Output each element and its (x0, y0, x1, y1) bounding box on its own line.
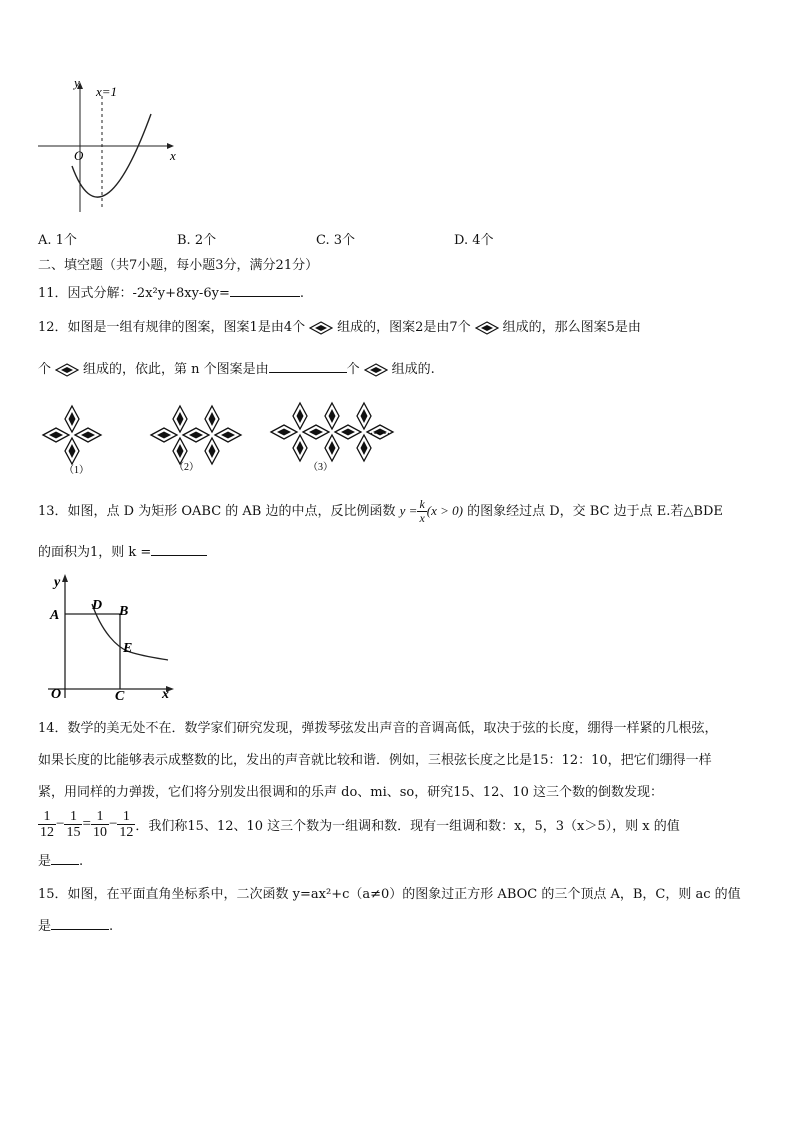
q14-line4 (38, 804, 680, 844)
q14-fraction-1 (38, 809, 56, 840)
q14-minus-1: − (56, 815, 65, 832)
q13-point-o: O (51, 687, 62, 702)
q15-line2 (38, 915, 113, 934)
q15-tail: . (109, 919, 114, 934)
q12-line1-b: 组成的，图案2是由7个 (337, 320, 471, 335)
q13-point-d: D (92, 598, 103, 613)
q10-option-a: A. 1个 (38, 233, 77, 248)
q12-line1-a: 12．如图是一组有规律的图案，图案1是由4个 (38, 320, 306, 335)
q13-point-c: C (115, 689, 125, 702)
pattern-2 (151, 406, 241, 464)
q14-minus-2: − (108, 815, 118, 832)
q10-parabola-graph (34, 70, 184, 220)
q14-f3-den: 10 (92, 824, 107, 840)
q12-answer-blank[interactable] (269, 372, 347, 373)
q14-f1-num: 1 (38, 809, 56, 825)
q11-expression: 11．因式分解：-2x²y+8xy-6y= (38, 286, 230, 301)
q11-text (38, 282, 304, 301)
q12-line1 (38, 316, 641, 335)
q14-line2: 如果长度的比能够表示成整数的比，发出的声音就比较和谐．例如，三根弦长度之比是15：12：10，把它们绷得一样 (38, 753, 712, 768)
q13-point-b: B (119, 604, 129, 619)
q11-answer-blank[interactable] (230, 296, 300, 297)
q13-function-fraction (417, 498, 426, 525)
q13-fraction-numerator: k (419, 497, 425, 511)
q14-f1-den: 12 (40, 824, 54, 840)
q14-f2-den: 15 (66, 824, 81, 840)
section-heading: 二、填空题（共7小题，每小题3分，满分21分） (38, 258, 319, 273)
q14-fraction-2 (64, 809, 82, 840)
q14-f3-num: 1 (91, 809, 109, 825)
q13-y-axis-label: y (54, 575, 61, 590)
q15-line1: 15．如图，在平面直角坐标系中，二次函数 y=ax²+c（a≠0）的图象过正方形 ABOC 的三个顶点 A，B，C，则 ac 的值 (38, 887, 741, 902)
q13-answer-blank[interactable] (151, 555, 207, 556)
q13-line1 (38, 498, 723, 532)
q14-equals: = (82, 815, 91, 832)
pattern-3-label: （3） (308, 462, 333, 473)
q14-f4-den: 12 (119, 824, 134, 840)
q13-line2-text: 的面积为1，则 k = (38, 545, 152, 560)
q13-fraction-denominator: x (419, 511, 425, 525)
q14-line4-text: ．我们称15、12、10 这三个数为一组调和数．现有一组调和数：x，5，3（x＞5），则 x 的值 (135, 818, 680, 834)
q14-answer-blank[interactable] (51, 864, 79, 865)
q13-point-a: A (50, 608, 60, 623)
q13-line2 (38, 541, 207, 560)
pattern-ellipsis: …… (370, 426, 390, 437)
q10-y-axis-label: y (74, 75, 80, 90)
q12-line1-c: 组成的，那么图案5是由 (502, 320, 641, 335)
q12-line2-b: 组成的，依此，第 n 个图案是由 (83, 362, 269, 377)
q14-f4-num: 1 (117, 809, 135, 825)
q10-option-b: B. 2个 (177, 233, 217, 248)
q14-line3: 紧，用同样的力弹拨，它们将分别发出很调和的乐声 do、mi、so，研究15、12、10 这三个数的倒数发现： (38, 785, 664, 800)
q13-line1-a: 13．如图，点 D 为矩形 OABC 的 AB 边的中点，反比例函数 (38, 504, 396, 519)
q14-line5: 是 . (38, 854, 84, 869)
q12-line2-d: 组成的. (391, 362, 435, 377)
q12-line2-a: 个 (38, 362, 52, 377)
q15-answer-blank[interactable] (51, 929, 109, 930)
q14-f2-num: 1 (64, 809, 82, 825)
diamond-icon (475, 321, 499, 335)
pattern-2-label: （2） (174, 462, 199, 473)
q14-line5-text: 是 (38, 854, 52, 869)
q12-line2 (38, 358, 435, 377)
diamond-icon (364, 363, 388, 377)
q10-line-label: x=1 (96, 84, 118, 99)
q14-fraction-4 (117, 809, 135, 840)
q12-line2-c: 个 (346, 362, 360, 377)
diamond-icon (55, 363, 79, 377)
q13-x-axis-label: x (162, 687, 169, 702)
q11-tail: . (299, 286, 304, 301)
q13-function-y: y = (399, 503, 418, 518)
pattern-1-label: （1） (64, 465, 89, 476)
q13-point-e: E (123, 641, 133, 656)
q12-pattern-figures (40, 398, 410, 478)
q15-line2-text: 是 (38, 919, 52, 934)
q14-line1: 14．数学的美无处不在．数学家们研究发现，弹拨琴弦发出声音的音调高低，取决于弦的长度，绷得一样紧的几根弦， (38, 721, 718, 736)
pattern-1 (43, 406, 101, 464)
q13-rectangle-hyperbola-graph (42, 570, 182, 702)
q14-fraction-3 (91, 809, 109, 840)
q10-x-axis-label: x (170, 148, 176, 163)
q10-origin-label: O (74, 148, 84, 163)
q13-line1-b: 的图象经过点 D，交 BC 边于点 E.若△BDE (467, 504, 723, 519)
q10-option-c: C. 3个 (316, 233, 356, 248)
q13-function-condition: (x > 0) (426, 503, 463, 518)
diamond-icon (309, 321, 333, 335)
q10-option-d: D. 4个 (454, 233, 494, 248)
